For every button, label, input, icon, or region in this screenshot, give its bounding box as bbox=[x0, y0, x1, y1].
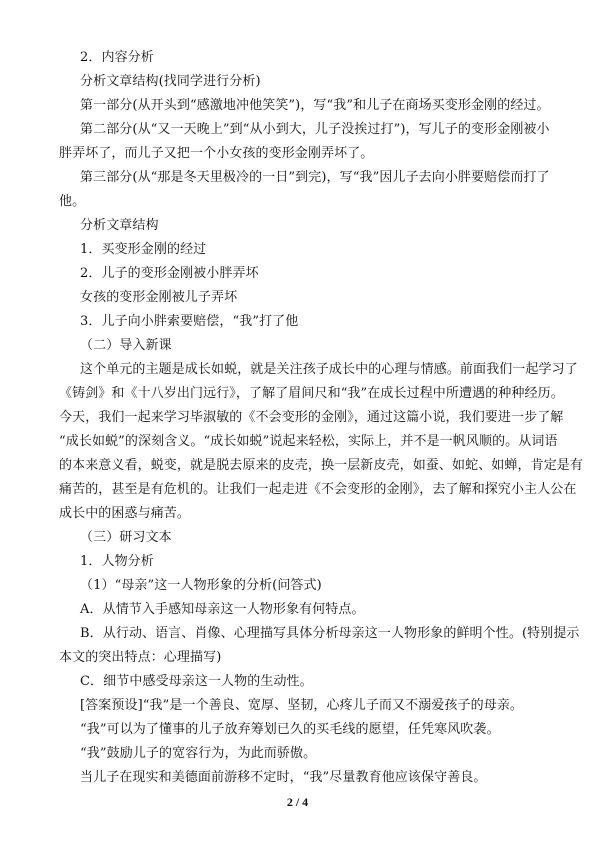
paragraph-line: A．从情节入手感知母亲这一人物形象有何特点。 bbox=[80, 602, 365, 617]
paragraph-line: C．细节中感受母亲这一人物的生动性。 bbox=[80, 674, 313, 689]
paragraph-line: 的本来意义看，蜕变，就是脱去原来的皮壳，换一层新皮壳，如蚕、如蛇、如蝉，肯定是有 bbox=[59, 458, 584, 473]
paragraph-line: 分析文章结构(找同学进行分析) bbox=[80, 74, 261, 89]
section-heading-content-analysis: 2．内容分析 bbox=[80, 50, 154, 65]
paragraph-line: 今天，我们一起来学习毕淑敏的《不会变形的金刚》，通过这篇小说，我们要进一步了解 bbox=[59, 410, 564, 425]
subheading-character-analysis: 1．人物分析 bbox=[80, 554, 154, 569]
paragraph-line: 这个单元的主题是成长如蜕，就是关注孩子成长中的心理与情感。前面我们一起学习了 bbox=[80, 362, 578, 377]
paragraph-line: “我”鼓励儿子的宽容行为，为此而骄傲。 bbox=[80, 746, 317, 761]
paragraph-line: 胖弄坏了，而儿子又把一个小女孩的变形金刚弄坏了。 bbox=[59, 146, 374, 161]
paragraph-line: 第二部分(从“又一天晚上”到“从小到大，儿子没挨过打”)，写儿子的变形金刚被小 bbox=[80, 122, 550, 137]
section-heading-study: （三）研习文本 bbox=[80, 530, 172, 545]
paragraph-line: 当儿子在现实和美德面前游移不定时，“我”尽量教育他应该保守善良。 bbox=[80, 770, 487, 785]
paragraph-line: 第一部分(从开头到“感激地冲他笑笑”)，写“我”和儿子在商场买变形金刚的经过。 bbox=[80, 98, 550, 113]
page-number: 2 / 4 bbox=[286, 795, 309, 809]
paragraph-line: 本文的突出特点：心理描写) bbox=[59, 650, 222, 665]
paragraph-line: 成长中的困惑与痛苦。 bbox=[59, 506, 191, 521]
paragraph-line: （1）“母亲”这一人物形象的分析(问答式) bbox=[80, 578, 322, 593]
paragraph-line: [答案预设]“我”是一个善良、宽厚、坚韧，心疼儿子而又不溺爱孩子的母亲。 bbox=[80, 698, 524, 713]
list-item: 1．买变形金刚的经过 bbox=[80, 242, 207, 257]
section-heading-intro: （二）导入新课 bbox=[80, 338, 172, 353]
list-item: 2．儿子的变形金刚被小胖弄坏 bbox=[80, 266, 259, 281]
list-item: 女孩的变形金刚被儿子弄坏 bbox=[80, 290, 238, 305]
paragraph-line: 痛苦的，甚至是有危机的。让我们一起走进《不会变形的金刚》，去了解和探究小主人公在 bbox=[59, 482, 577, 497]
paragraph-line: “我”可以为了懂事的儿子放弃筹划已久的买毛线的愿望，任凭寒风吹袭。 bbox=[80, 722, 500, 737]
paragraph-line: “成长如蜕”的深刻含义。“成长如蜕”说起来轻松，实际上，并不是一帆风顺的。从词语 bbox=[59, 434, 558, 449]
paragraph-line: B．从行动、语言、肖像、心理描写具体分析母亲这一人物形象的鲜明个性。(特别提示 bbox=[80, 626, 580, 641]
list-item: 3．儿子向小胖索要赔偿，“我”打了他 bbox=[80, 314, 299, 329]
paragraph-line: 《铸剑》和《十八岁出门远行》，了解了眉间尺和“我”在成长过程中所遭遇的种种经历。 bbox=[59, 386, 564, 401]
paragraph-line: 他。 bbox=[59, 194, 86, 209]
paragraph-line: 分析文章结构 bbox=[80, 218, 159, 233]
paragraph-line: 第三部分(从“那是冬天里极冷的一日”到完)，写“我”因儿子去向小胖要赔偿而打了 bbox=[80, 170, 550, 185]
